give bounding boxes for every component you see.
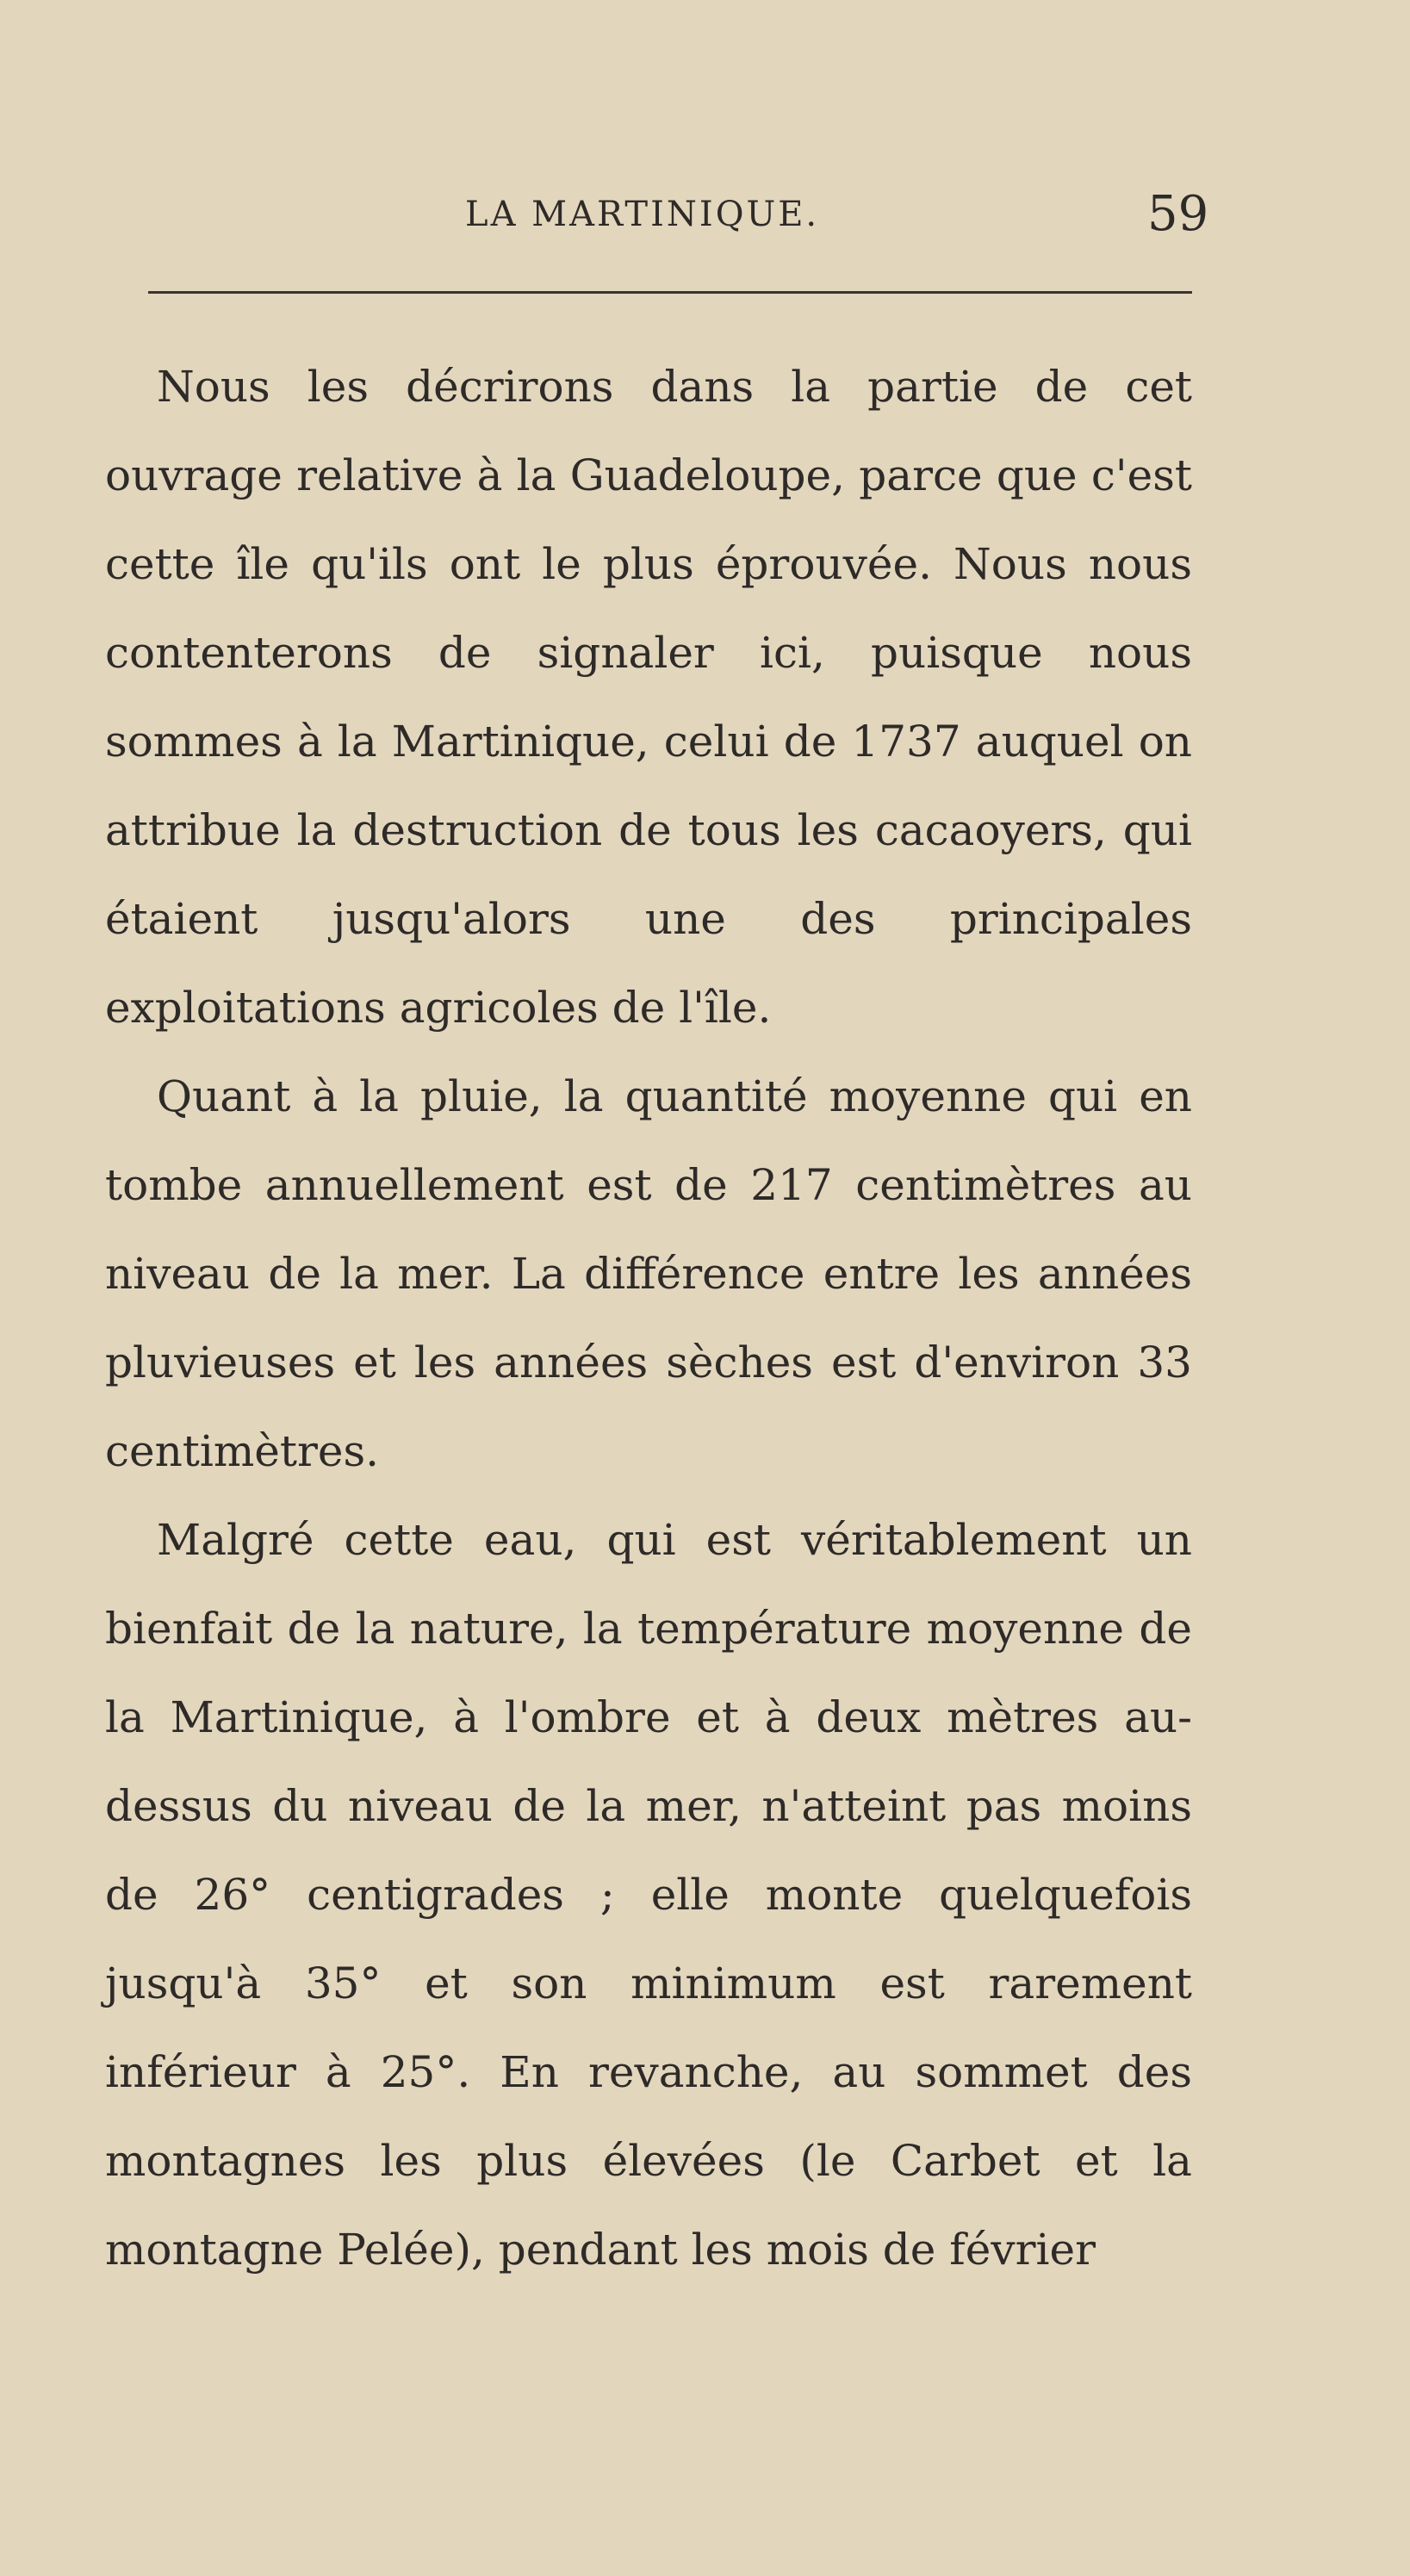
header-rule	[148, 291, 1192, 294]
paragraph: Nous les décrirons dans la partie de cet ouvrage relative à la Guadeloupe, parce que c'est cette île qu'ils ont le plus éprouvée. Nous nous contenterons de signaler ici, puisque nous sommes à la Martinique, celui de 1737 auquel on attribue la destruction de tous les cacaoyers, qui étaient jusqu'alors une des principales exploitations agricoles de l'île.	[105, 362, 1192, 1033]
page-number: 59	[1147, 186, 1209, 242]
paragraph: Malgré cette eau, qui est véritablement un bienfait de la nature, la température moyenne de la Martinique, à l'ombre et à deux mètres au-dessus du niveau de la mer, n'atteint pas moins de 26° centigrades ; elle monte quelquefois jusqu'à 35° et son minimum est rarement inférieur à 25°. En revanche, au sommet des montagnes les plus élevées (le Carbet et la montagne Pelée), pendant les mois de février	[105, 1515, 1192, 2275]
running-title: LA MARTINIQUE.	[465, 195, 820, 234]
paragraph: Quant à la pluie, la quantité moyenne qui en tombe annuellement est de 217 centimètres au niveau de la mer. La différence entre les années pluvieuses et les années sèches est d'environ 33 centimètres.	[105, 1071, 1192, 1476]
running-header	[0, 188, 1410, 248]
body-text	[105, 343, 1192, 2294]
